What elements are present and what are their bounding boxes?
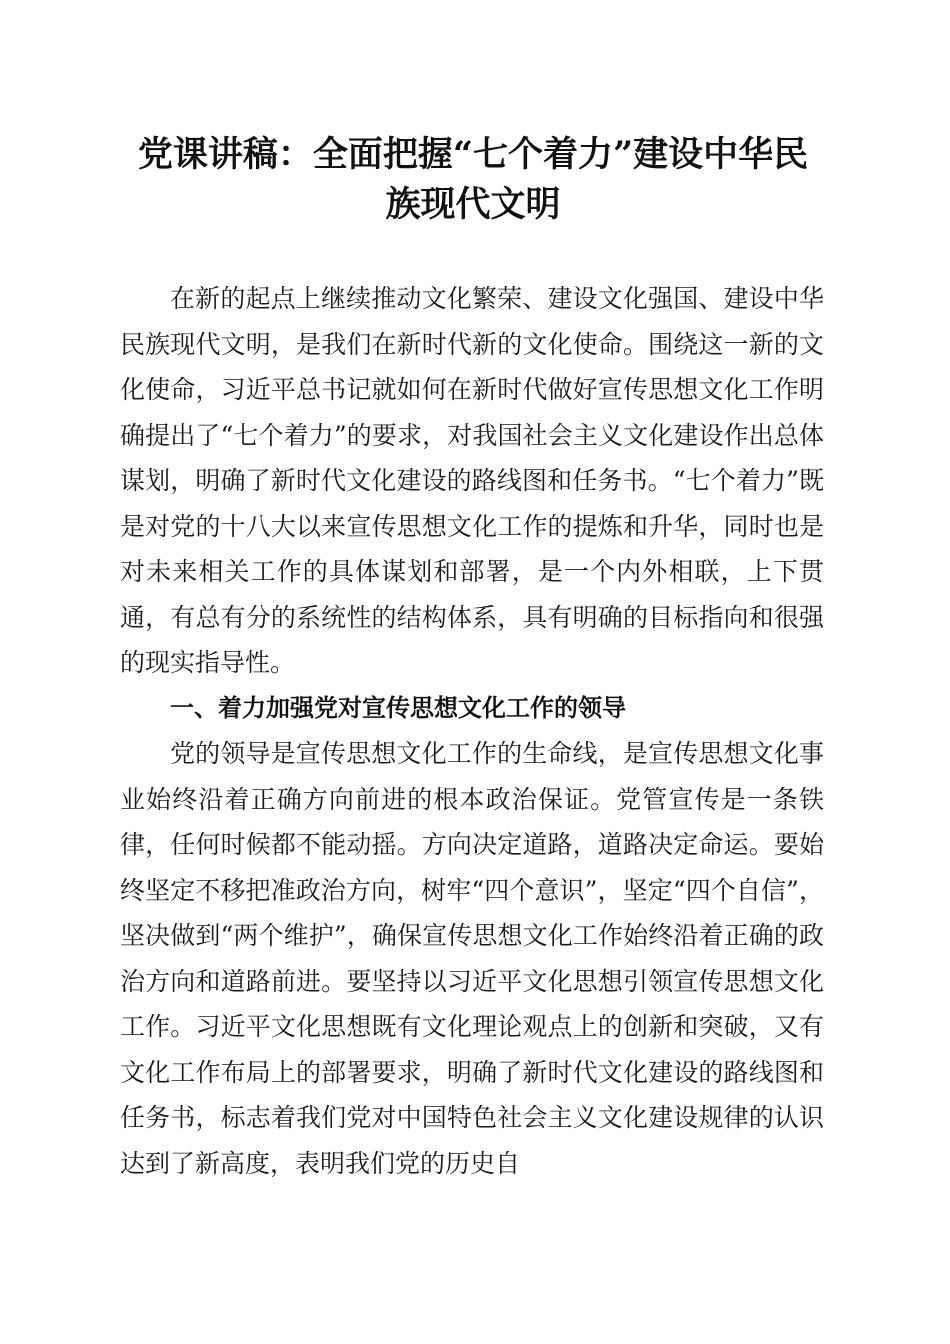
intro-paragraph: 在新的起点上继续推动文化繁荣、建设文化强国、建设中华民族现代文明，是我们在新时代新的文化使命。围绕这一新的文化使命，习近平总书记就如何在新时代做好宣传思想文化工作明确提出了“七个着力”的要求，对我国社会主义文化建设作出总体谋划，明确了新时代文化建设的路线图和任务书。“七个着力”既是对党的十八大以来宣传思想文化工作的提炼和升华，同时也是对未来相关工作的具体谋划和部署，是一个内外相联，上下贯通，有总有分的系统性的结构体系，具有明确的目标指向和很强的现实指导性。 (120, 284, 824, 677)
section-heading-1: 一、着力加强党对宣传思想文化工作的领导 (170, 693, 626, 722)
document-body (120, 276, 824, 1186)
title-line-1: 党课讲稿：全面把握“七个着力”建设中华民 (137, 134, 809, 175)
title-line-2: 族现代文明 (385, 184, 561, 225)
section-1-paragraph: 党的领导是宣传思想文化工作的生命线，是宣传思想文化事业始终沿着正确方向前进的根本政治保证。党管宣传是一条铁律，任何时候都不能动摇。方向决定道路，道路决定命运。要始终坚定不移把准政治方向，树牢“四个意识”，坚定“四个自信”，坚决做到“两个维护”，确保宣传思想文化工作始终沿着正确的政治方向和道路前进。要坚持以习近平文化思想引领宣传思想文化工作。习近平文化思想既有文化理论观点上的创新和突破，又有文化工作布局上的部署要求，明确了新时代文化建设的路线图和任务书，标志着我们党对中国特色社会主义文化建设规律的认识达到了新高度，表明我们党的历史自 (120, 739, 824, 1178)
document-title (120, 130, 826, 230)
